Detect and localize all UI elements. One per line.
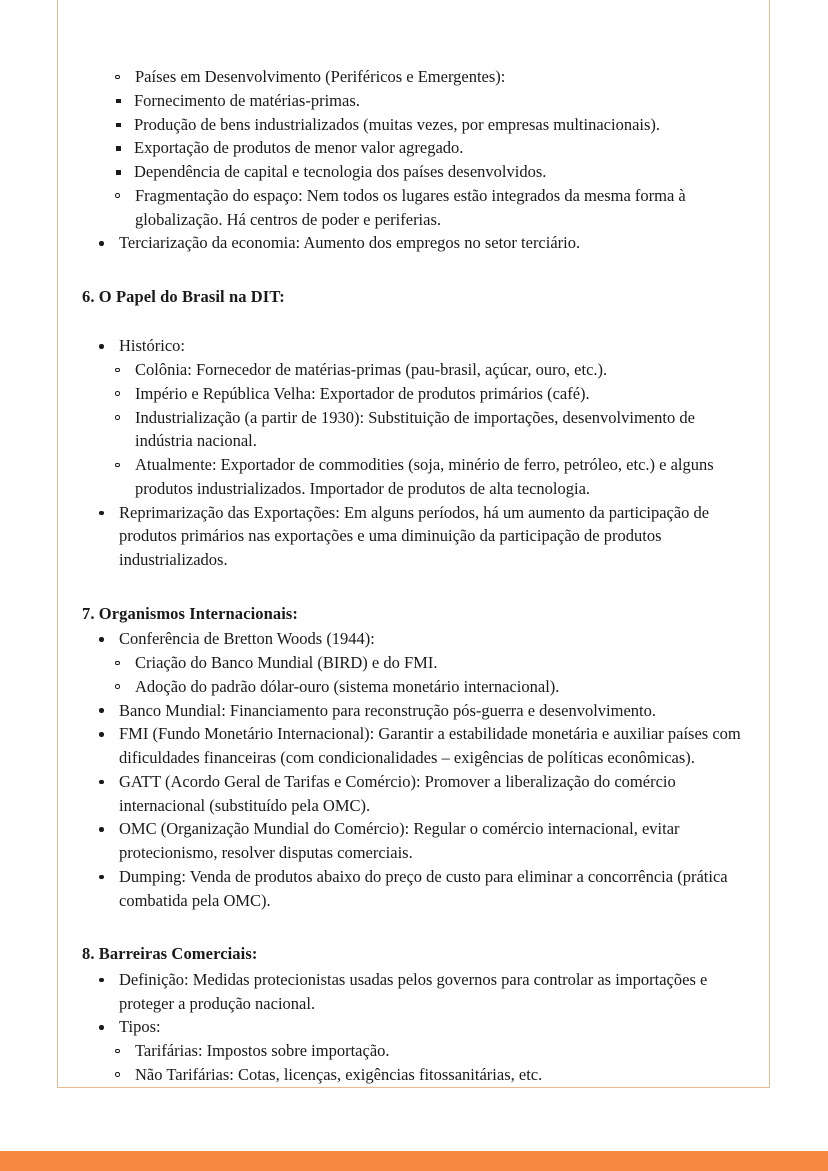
list-item: [88, 699, 753, 723]
list-item-label: Definição: Medidas protecionistas usadas pelos governos para controlar as importações e proteger a produção nacional.: [119, 969, 708, 1013]
section-heading-6: 6. O Papel do Brasil na DIT:: [82, 287, 285, 306]
square-bullet-icon: [116, 146, 121, 151]
list-item-label: Dumping: Venda de produtos abaixo do preço de custo para eliminar a concorrência (prática combatida pela OMC).: [119, 866, 728, 910]
section7-list: [76, 627, 753, 912]
list-item: [108, 89, 753, 113]
circle-bullet-icon: [115, 391, 120, 396]
circle-bullet-icon: [115, 661, 120, 666]
list-item: [88, 231, 753, 255]
disc-bullet-icon: [99, 875, 104, 880]
list-item: [107, 184, 753, 232]
list-item: [108, 160, 753, 184]
list-item: [108, 136, 753, 160]
list-item-label: FMI (Fundo Monetário Internacional): Garantir a estabilidade monetária e auxiliar países com dificuldades financeiras (com condicionalidades – exigências de políticas econômicas).: [119, 724, 741, 768]
circle-bullet-icon: [115, 415, 120, 420]
list-item-label: Produção de bens industrializados (muitas vezes, por empresas multinacionais).: [134, 114, 661, 134]
circle-bullet-icon: [115, 684, 120, 689]
list-item: [88, 334, 753, 358]
list-item: [107, 675, 753, 699]
list-item: [88, 1015, 753, 1039]
section8-list: [76, 968, 753, 1087]
list-item-label: Atualmente: Exportador de commodities (soja, minério de ferro, petróleo, etc.) e alguns produtos industrializados. Importador de produtos de alta tecnologia.: [135, 455, 714, 498]
list-item-label: OMC (Organização Mundial do Comércio): Regular o comércio internacional, evitar protecionismo, resolver disputas comerciais.: [119, 819, 680, 863]
circle-bullet-icon: [115, 1049, 120, 1054]
document-content: [58, 0, 771, 1087]
list-item-label: Conferência de Bretton Woods (1944):: [119, 629, 375, 649]
list-item: [107, 406, 753, 454]
circle-bullet-icon: [115, 1072, 120, 1077]
list-item: [88, 865, 753, 913]
square-bullet-icon: [116, 99, 121, 104]
list-item: [107, 1063, 753, 1087]
list-item-label: GATT (Acordo Geral de Tarifas e Comércio): Promover a liberalização do comércio internacional (substituído pela OMC).: [119, 771, 676, 815]
disc-bullet-icon: [99, 708, 104, 713]
circle-bullet-icon: [115, 193, 120, 198]
circle-bullet-icon: [115, 75, 120, 80]
list-item: [88, 627, 753, 651]
disc-bullet-icon: [99, 344, 104, 349]
list-item-label: Império e República Velha: Exportador de produtos primários (café).: [135, 383, 590, 403]
list-item-label: Industrialização (a partir de 1930): Substituição de importações, desenvolvimento de indústria nacional.: [135, 407, 695, 451]
list-item: [88, 968, 753, 1016]
list-item: [107, 651, 753, 675]
section-heading-7: 7. Organismos Internacionais:: [82, 603, 299, 623]
list-item: [88, 722, 753, 770]
list-item-label: Colônia: Fornecedor de matérias-primas (pau-brasil, açúcar, ouro, etc.).: [135, 360, 608, 380]
list-item-label: Países em Desenvolvimento (Periféricos e Emergentes):: [135, 67, 506, 86]
list-item: [88, 770, 753, 818]
disc-bullet-icon: [99, 1025, 104, 1030]
list-item: [107, 65, 753, 89]
list-item-label: Dependência de capital e tecnologia dos países desenvolvidos.: [134, 162, 547, 181]
list-item: [107, 358, 753, 382]
continued-list: [76, 65, 753, 255]
square-bullet-icon: [116, 170, 121, 175]
circle-bullet-icon: [115, 368, 120, 373]
list-item-label: Fornecimento de matérias-primas.: [134, 90, 360, 110]
disc-bullet-icon: [99, 978, 104, 983]
disc-bullet-icon: [99, 780, 104, 785]
list-item-label: Reprimarização das Exportações: Em alguns períodos, há um aumento da participação de produtos primários nas exportações e uma diminuição da participação de produtos industrializados.: [119, 502, 710, 570]
list-item-label: Criação do Banco Mundial (BIRD) e do FMI.: [135, 653, 438, 673]
square-bullet-icon: [116, 123, 121, 128]
disc-bullet-icon: [99, 637, 104, 642]
list-item-label: Tarifárias: Impostos sobre importação.: [135, 1041, 390, 1061]
list-item-label: Banco Mundial: Financiamento para reconstrução pós-guerra e desenvolvimento.: [119, 700, 656, 720]
disc-bullet-icon: [99, 511, 104, 516]
list-item-label: Fragmentação do espaço: Nem todos os lugares estão integrados da mesma forma à globalização. Há centros de poder e periferias.: [135, 185, 686, 229]
list-item: [88, 817, 753, 865]
section-heading-8: 8. Barreiras Comerciais:: [82, 944, 258, 964]
list-item-label: Não Tarifárias: Cotas, licenças, exigências fitossanitárias, etc.: [135, 1064, 543, 1084]
section6-list: [76, 334, 753, 572]
circle-bullet-icon: [115, 463, 120, 468]
document-page-frame: [57, 0, 770, 1088]
list-item: [107, 382, 753, 406]
list-item-label: Tipos:: [119, 1017, 161, 1037]
disc-bullet-icon: [99, 241, 104, 246]
list-item-label: Exportação de produtos de menor valor agregado.: [134, 138, 464, 158]
disc-bullet-icon: [99, 732, 104, 737]
list-item: [108, 113, 753, 137]
list-item-label: Terciarização da economia: Aumento dos empregos no setor terciário.: [119, 233, 581, 253]
list-item: [107, 453, 753, 501]
list-item: [88, 501, 753, 572]
list-item-label: Histórico:: [119, 336, 185, 356]
list-item: [107, 1039, 753, 1063]
disc-bullet-icon: [99, 827, 104, 832]
footer-accent-bar: [0, 1151, 828, 1171]
list-item-label: Adoção do padrão dólar-ouro (sistema monetário internacional).: [135, 676, 560, 696]
